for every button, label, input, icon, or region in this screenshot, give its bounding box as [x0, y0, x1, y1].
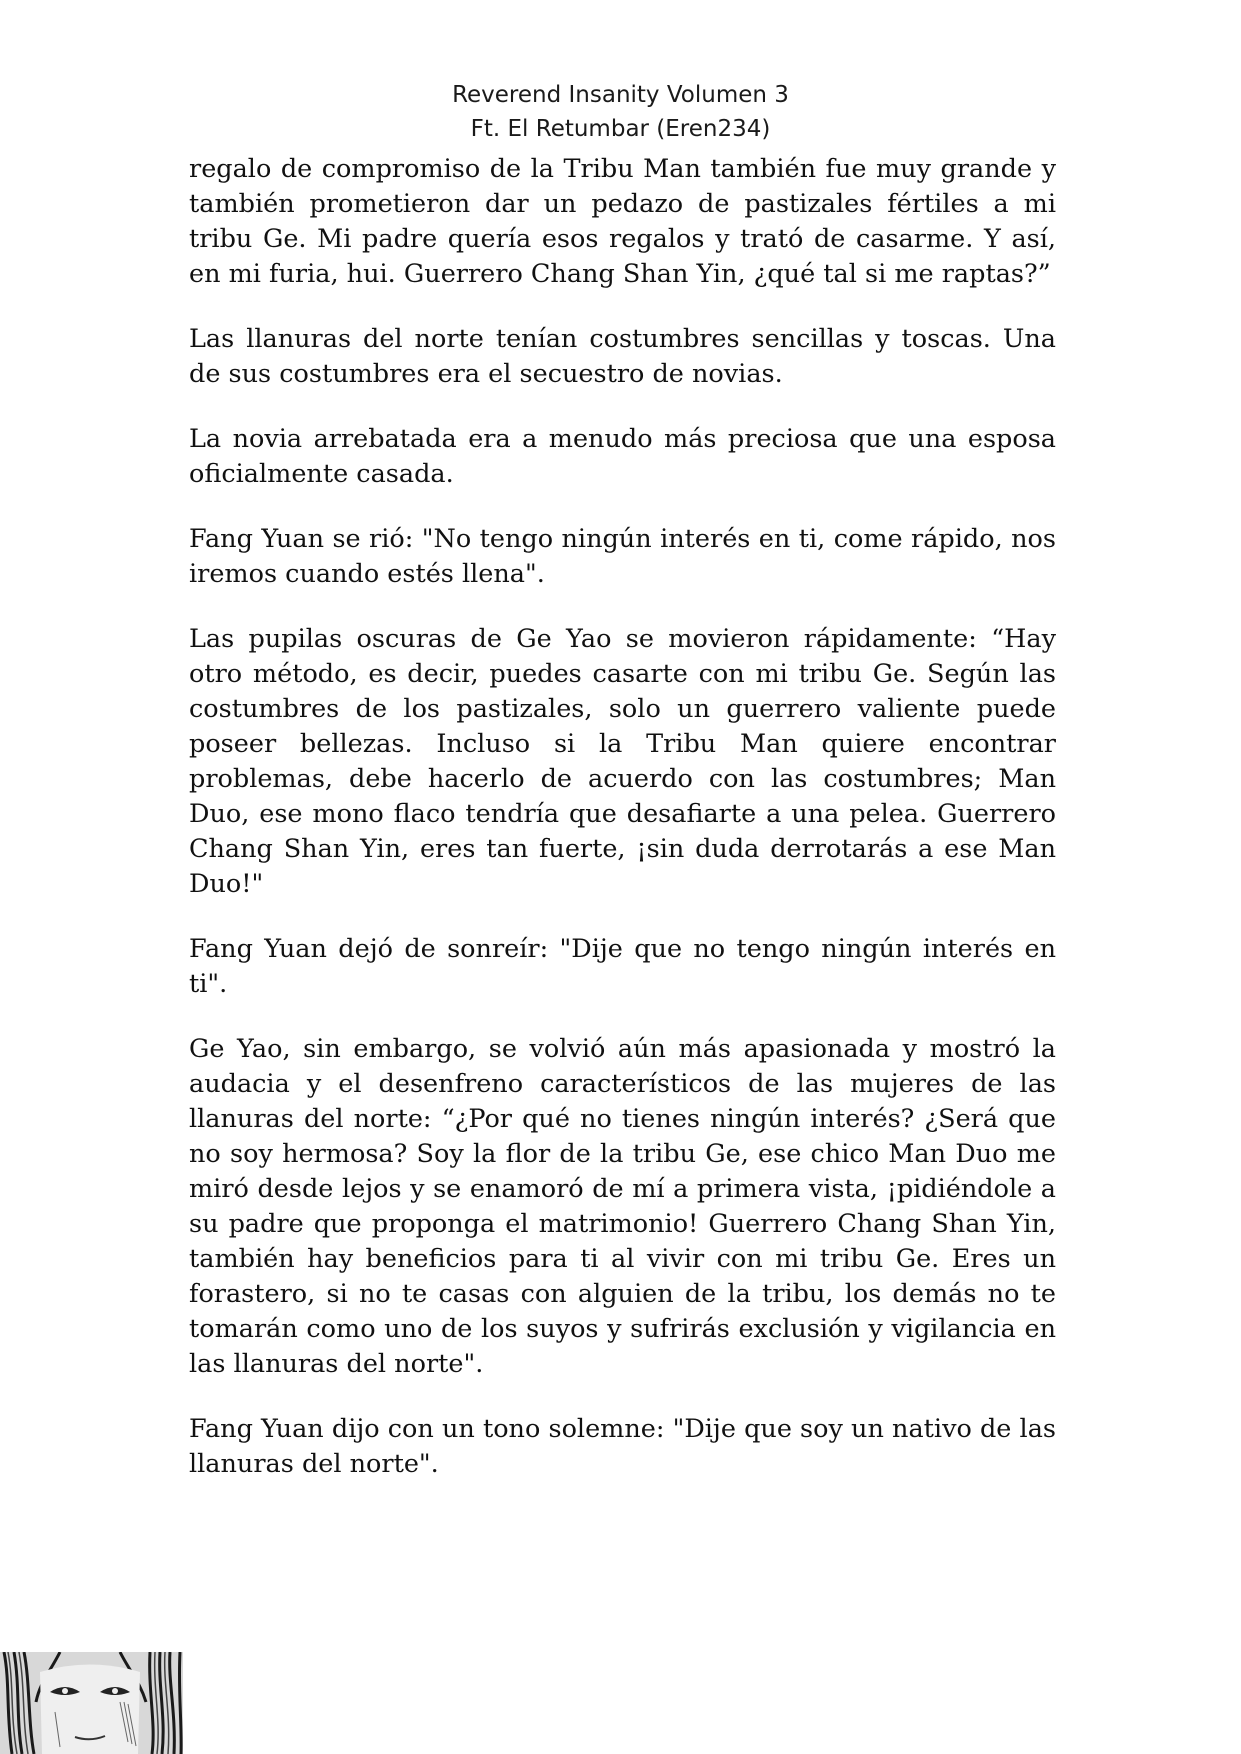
paragraph: La novia arrebatada era a menudo más preciosa que una esposa oficialmente casada. [189, 424, 1056, 489]
header-credit: Ft. El Retumbar (Eren234) [470, 116, 771, 142]
page-body [189, 152, 1056, 1512]
paragraph: regalo de compromiso de la Tribu Man también fue muy grande y también prometieron dar un pedazo de pastizales fértiles a mi tribu Ge. Mi padre quería esos regalos y trató de casarme. Y así, en mi furia, hui. Guerrero Chang Shan Yin, ¿qué tal si me raptas?” [189, 154, 1056, 289]
paragraph: Las llanuras del norte tenían costumbres sencillas y toscas. Una de sus costumbres era el secuestro de novias. [189, 324, 1056, 389]
paragraph: Fang Yuan se rió: "No tengo ningún interés en ti, come rápido, nos iremos cuando estés llena". [189, 524, 1056, 589]
header-title: Reverend Insanity Volumen 3 [452, 82, 789, 108]
page-header [0, 78, 1241, 146]
paragraph: Ge Yao, sin embargo, se volvió aún más apasionada y mostró la audacia y el desenfreno característicos de las mujeres de las llanuras del norte: “¿Por qué no tienes ningún interés? ¿Será que no soy hermosa? Soy la flor de la tribu Ge, ese chico Man Duo me miró desde lejos y se enamoró de mí a primera vista, ¡pidiéndole a su padre que proponga el matrimonio! Guerrero Chang Shan Yin, también hay beneficios para ti al vivir con mi tribu Ge. Eres un forastero, si no te casas con alguien de la tribu, los demás no te tomarán como uno de los suyos y sufrirás exclusión y vigilancia en las llanuras del norte". [189, 1034, 1056, 1379]
paragraph: Las pupilas oscuras de Ge Yao se movieron rápidamente: “Hay otro método, es decir, puedes casarte con mi tribu Ge. Según las costumbres de los pastizales, solo un guerrero valiente puede poseer bellezas. Incluso si la Tribu Man quiere encontrar problemas, debe hacerlo de acuerdo con las costumbres; Man Duo, ese mono flaco tendría que desafiarte a una pelea. Guerrero Chang Shan Yin, eres tan fuerte, ¡sin duda derrotarás a ese Man Duo!" [189, 624, 1056, 899]
manga-portrait-icon [0, 1652, 183, 1754]
paragraph: Fang Yuan dijo con un tono solemne: "Dije que soy un nativo de las llanuras del norte". [189, 1414, 1056, 1479]
paragraph: Fang Yuan dejó de sonreír: "Dije que no tengo ningún interés en ti". [189, 934, 1056, 999]
